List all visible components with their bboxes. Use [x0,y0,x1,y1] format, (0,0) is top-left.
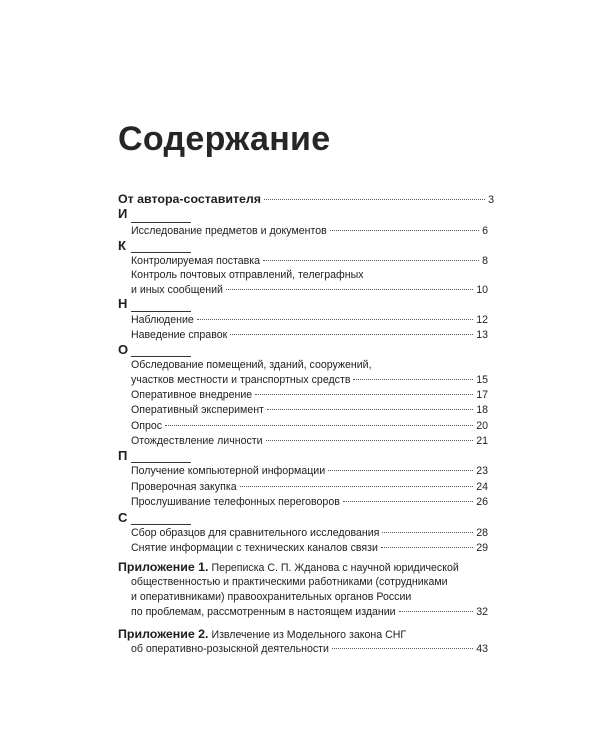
toc-entry-label-line2: и иных сообщений [131,284,223,296]
toc-leader [381,547,473,548]
toc-entry[interactable] [131,496,488,508]
toc-page-number: 10 [476,284,488,296]
toc-leader [353,379,473,380]
section-letter-p: П [118,448,128,463]
toc-leader [343,501,473,502]
toc-entry-appendix-2[interactable] [118,627,406,641]
toc-entry[interactable] [131,435,488,447]
toc-entry[interactable] [131,255,488,267]
toc-leader [332,648,473,649]
toc-page-number: 3 [488,194,494,206]
toc-entry-label-line1: Контроль почтовых отправлений, телеграфных [131,269,364,281]
toc-entry-label: Исследование предметов и документов [131,225,327,237]
toc-entry-label: Проверочная закупка [131,481,237,493]
section-letter-i: И [118,206,128,221]
toc-entry-label: Получение компьютерной информации [131,465,326,477]
toc-page-number: 13 [476,329,488,341]
toc-leader [263,260,479,261]
toc-entry-intro[interactable] [118,192,494,206]
toc-entry-label: От автора-составителя [118,192,261,206]
toc-leader [230,334,473,335]
toc-entry[interactable] [131,314,488,326]
appendix-label: Приложение 1. [118,560,209,574]
toc-leader [197,319,473,320]
section-letter-s: С [118,510,128,525]
toc-leader [165,425,473,426]
toc-page-number: 28 [476,527,488,539]
appendix-title-line1: Извлечение из Модельного закона СНГ [211,629,407,641]
section-letter-k: К [118,238,126,253]
toc-entry[interactable] [131,329,488,341]
toc-leader [267,409,473,410]
toc-leader [266,440,474,441]
appendix-title-line2: об оперативно-розыскной деятельности [131,643,329,655]
toc-leader [226,289,473,290]
toc-entry-label: Наведение справок [131,329,228,341]
toc-leader [330,230,479,231]
section-rule [131,356,191,357]
toc-page-number: 12 [476,314,488,326]
toc-entry[interactable] [131,527,488,539]
toc-page-number: 26 [476,496,488,508]
toc-page-number: 20 [476,420,488,432]
toc-entry-label: Отождествление личности [131,435,263,447]
toc-entry[interactable] [131,643,488,655]
toc-entry[interactable] [131,389,488,401]
toc-page-number: 32 [476,606,488,618]
section-rule [131,311,191,312]
toc-entry-label: Сбор образцов для сравнительного исследования [131,527,380,539]
toc-page-number: 29 [476,542,488,554]
toc-leader [240,486,474,487]
appendix-title-line3: и оперативниками) правоохранительных органов России [131,591,412,603]
toc-page-number: 8 [482,255,488,267]
toc-page-number: 23 [476,465,488,477]
section-letter-o: О [118,342,129,357]
toc-entry-label: Наблюдение [131,314,194,326]
appendix-label: Приложение 2. [118,627,209,641]
toc-entry-label: Контролируемая поставка [131,255,261,267]
toc-entry-label: Опрос [131,420,163,432]
toc-leader [255,394,473,395]
section-letter-n: Н [118,296,128,311]
toc-entry-appendix-1[interactable] [118,560,459,574]
toc-entry[interactable] [131,481,488,493]
section-rule [131,524,191,525]
toc-entry-label: Оперативный эксперимент [131,404,264,416]
page-title: Содержание [118,120,331,158]
toc-entry[interactable] [131,465,488,477]
toc-page-number: 15 [476,374,488,386]
section-rule [131,252,191,253]
toc-page-number: 24 [476,481,488,493]
toc-entry-label: Снятие информации с технических каналов связи [131,542,378,554]
toc-leader [382,532,473,533]
toc-entry[interactable] [131,404,488,416]
toc-entry[interactable] [131,374,488,386]
toc-entry-label-line1: Обследование помещений, зданий, сооружений, [131,359,372,371]
toc-page-number: 17 [476,389,488,401]
section-rule [131,462,191,463]
toc-entry[interactable] [131,420,488,432]
toc-page-number: 6 [482,225,488,237]
toc-entry[interactable] [131,542,488,554]
toc-page-number: 18 [476,404,488,416]
toc-entry[interactable] [131,225,488,237]
appendix-title-line4: по проблемам, рассмотренным в настоящем издании [131,606,396,618]
toc-entry[interactable] [131,284,488,296]
appendix-title-line1: Переписка С. П. Жданова с научной юридической [211,562,459,574]
toc-page-number: 43 [476,643,488,655]
toc-leader [399,611,474,612]
toc-entry[interactable] [131,606,488,618]
appendix-title-line2: общественностью и практическими работниками (сотрудниками [131,576,448,588]
toc-entry-label-line2: участков местности и транспортных средств [131,374,351,386]
section-rule [131,222,191,223]
toc-entry-label: Прослушивание телефонных переговоров [131,496,340,508]
toc-entry-label: Оперативное внедрение [131,389,253,401]
toc-page-number: 21 [476,435,488,447]
toc-leader [264,199,485,200]
toc-leader [328,470,473,471]
